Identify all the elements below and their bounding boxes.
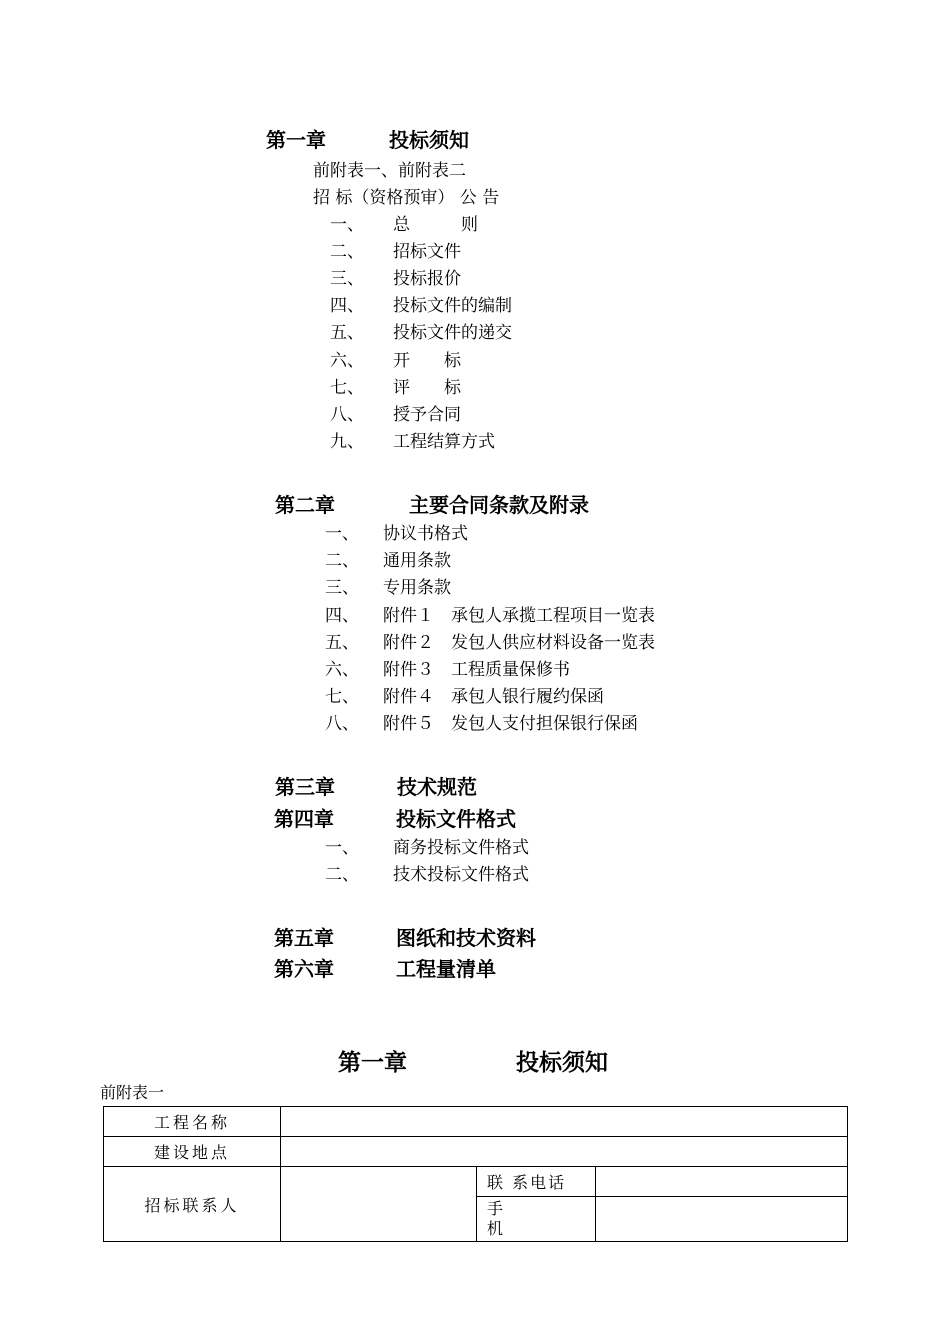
phone-value[interactable] — [596, 1167, 848, 1197]
toc-notice: 招 标（资格预审） 公 告 — [313, 188, 500, 208]
toc-chapter-1-title: 投标须知 — [389, 128, 469, 152]
project-name-label: 工程名称 — [104, 1107, 281, 1137]
mobile-label-line-1: 手 — [487, 1199, 504, 1218]
toc-ch1-item-title: 总 则 — [393, 215, 478, 235]
table-row — [104, 1107, 848, 1137]
toc-ch1-item-title: 投标文件的递交 — [393, 323, 512, 343]
mobile-value[interactable] — [596, 1197, 848, 1242]
toc-ch1-item-title: 评 标 — [393, 378, 461, 398]
toc-chapter-2-number: 第二章 — [275, 493, 335, 517]
toc-ch1-item-title: 招标文件 — [393, 242, 461, 262]
toc-pre-tables: 前附表一、前附表二 — [313, 161, 466, 181]
toc-chapter-3-title: 技术规范 — [397, 775, 477, 799]
toc-chapter-2-title: 主要合同条款及附录 — [409, 493, 589, 517]
toc-ch2-item-num: 四、 — [325, 606, 359, 626]
toc-ch2-item-num: 八、 — [325, 714, 359, 734]
contact-value[interactable] — [281, 1167, 477, 1242]
toc-chapter-3-number: 第三章 — [275, 775, 335, 799]
toc-ch4-item-num: 一、 — [325, 838, 359, 858]
toc-ch2-item-title: 附件１ 承包人承揽工程项目一览表 — [383, 606, 655, 626]
toc-ch1-item-title: 投标报价 — [393, 269, 461, 289]
toc-chapter-4-title: 投标文件格式 — [396, 807, 516, 831]
toc-ch1-item-title: 工程结算方式 — [393, 432, 495, 452]
toc-ch4-item-title: 技术投标文件格式 — [393, 865, 529, 885]
toc-ch2-item-num: 二、 — [325, 551, 359, 571]
toc-ch2-item-title: 协议书格式 — [383, 524, 468, 544]
project-name-value[interactable] — [281, 1107, 848, 1137]
toc-ch1-item-num: 八、 — [330, 405, 364, 425]
toc-ch2-item-title: 附件２ 发包人供应材料设备一览表 — [383, 633, 655, 653]
table-row — [104, 1167, 848, 1197]
toc-ch2-item-title: 附件４ 承包人银行履约保函 — [383, 687, 604, 707]
toc-ch2-item-num: 五、 — [325, 633, 359, 653]
toc-ch4-item-num: 二、 — [325, 865, 359, 885]
toc-ch1-item-num: 六、 — [330, 351, 364, 371]
toc-ch2-item-num: 七、 — [325, 687, 359, 707]
table-row — [104, 1137, 848, 1167]
toc-ch1-item-num: 九、 — [330, 432, 364, 452]
table-label: 前附表一 — [100, 1083, 165, 1102]
toc-ch2-item-num: 六、 — [325, 660, 359, 680]
toc-ch2-item-title: 专用条款 — [383, 578, 451, 598]
toc-chapter-6-title: 工程量清单 — [396, 957, 496, 981]
toc-ch1-item-num: 四、 — [330, 296, 364, 316]
toc-ch2-item-title: 附件３ 工程质量保修书 — [383, 660, 570, 680]
toc-chapter-5-title: 图纸和技术资料 — [396, 926, 536, 950]
toc-ch2-item-title: 通用条款 — [383, 551, 451, 571]
toc-ch2-item-num: 三、 — [325, 578, 359, 598]
pre-attached-table-1 — [103, 1106, 848, 1242]
toc-ch1-item-title: 授予合同 — [393, 405, 461, 425]
toc-ch1-item-title: 投标文件的编制 — [393, 296, 512, 316]
toc-ch1-item-num: 七、 — [330, 378, 364, 398]
toc-chapter-1-number: 第一章 — [266, 128, 326, 152]
location-value[interactable] — [281, 1137, 848, 1167]
mobile-label — [477, 1197, 596, 1242]
toc-chapter-6-number: 第六章 — [274, 957, 334, 981]
toc-ch1-item-num: 三、 — [330, 269, 364, 289]
toc-ch1-item-num: 一、 — [330, 215, 364, 235]
section-chapter-number: 第一章 — [338, 1050, 407, 1076]
location-label: 建设地点 — [104, 1137, 281, 1167]
toc-ch4-item-title: 商务投标文件格式 — [393, 838, 529, 858]
toc-chapter-5-number: 第五章 — [274, 926, 334, 950]
toc-ch2-item-title: 附件５ 发包人支付担保银行保函 — [383, 714, 638, 734]
toc-ch1-item-num: 五、 — [330, 323, 364, 343]
toc-chapter-4-number: 第四章 — [274, 807, 334, 831]
section-chapter-title: 投标须知 — [516, 1050, 608, 1076]
toc-ch1-item-title: 开 标 — [393, 351, 461, 371]
mobile-label-line-2: 机 — [487, 1219, 504, 1238]
toc-ch1-item-num: 二、 — [330, 242, 364, 262]
toc-ch2-item-num: 一、 — [325, 524, 359, 544]
contact-label: 招标联系人 — [104, 1167, 281, 1242]
phone-label: 联 系电话 — [477, 1167, 596, 1197]
